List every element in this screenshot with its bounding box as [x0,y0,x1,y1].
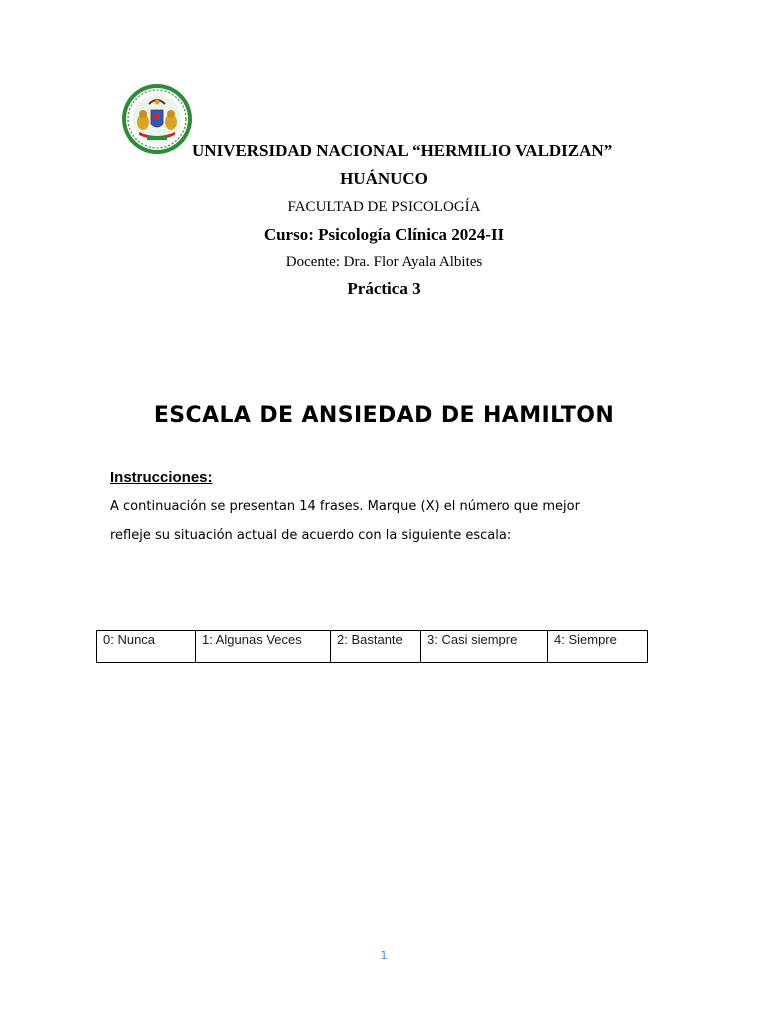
page-number: 1 [380,949,388,962]
document-title: ESCALA DE ANSIEDAD DE HAMILTON [153,403,615,428]
practice-label: Práctica 3 [347,279,421,298]
rating-scale-table [96,630,648,663]
scale-option-0: 0: Nunca [97,631,196,663]
scale-option-1: 1: Algunas Veces [196,631,331,663]
instructions-heading: Instrucciones: [110,469,213,486]
university-name: UNIVERSIDAD NACIONAL “HERMILIO VALDIZAN” [192,141,613,160]
teacher-name: Docente: Dra. Flor Ayala Albites [285,254,483,270]
scale-option-4: 4: Siempre [548,631,648,663]
instructions-line-2: refleje su situación actual de acuerdo con la siguiente escala: [110,528,512,543]
instructions-line-1: A continuación se presentan 14 frases. Marque (X) el número que mejor [110,499,580,514]
scale-option-3: 3: Casi siempre [421,631,548,663]
course-title: Curso: Psicología Clínica 2024-II [263,225,505,244]
scale-option-2: 2: Bastante [331,631,421,663]
university-seal-icon [121,82,193,156]
university-city: HUÁNUCO [340,169,428,188]
faculty-name: FACULTAD DE PSICOLOGÍA [287,199,481,215]
table-row [97,631,648,663]
